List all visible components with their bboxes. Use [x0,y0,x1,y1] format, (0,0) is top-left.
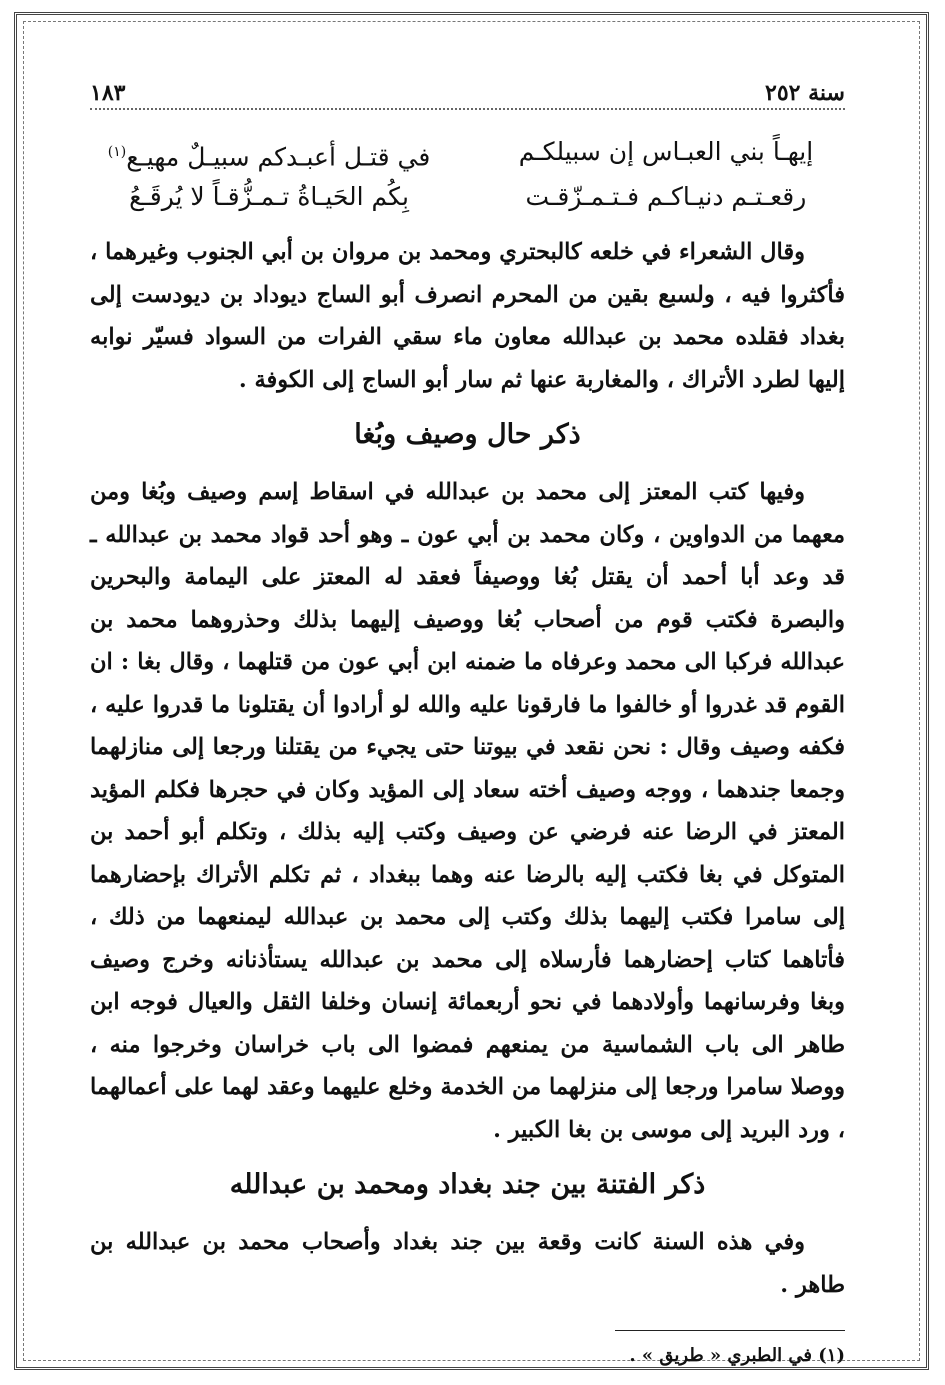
poem-line [100,177,835,217]
hemistich-left: بِكُم الحَيـاةُ تـمـزُّقـاً لا يُرقَـعُ [129,182,409,212]
running-header [90,80,845,110]
footnote-divider [615,1330,845,1331]
paragraph: وقال الشعراء في خلعه كالبحتري ومحمد بن مروان بن أبي الجنوب وغيرهما ، فأكثروا فيه ، ولسبع بقين من المحرم انصرف أبو الساج ديوداد بن ديودست إلى بغداد فقلده محمد بن عبدالله معاون ماء سقي الفرات من السواد فسيّر نوابه إليها لطرد الأتراك ، والمغاربة عنها ثم سار أبو الساج إلى الكوفة . [90,239,845,393]
paragraph: وفيها كتب المعتز إلى محمد بن عبدالله في اسقاط إسم وصيف وبُغا ومن معهما من الدواوين ، وكان محمد بن أبي عون ـ وهو أحد قواد محمد بن عبدالله ـ قد وعد أبا أحمد أن يقتل بُغا ووصيفاً فعقد له المعتز على اليمامة والبحرين والبصرة فكتب قوم من أصحاب بُغا ووصيف إليهما بذلك وحذروهما محمد بن عبدالله فركبا الى محمد وعرفاه ما ضمنه ابن أبي عون من قتلهما ، وقال بغا : ان القوم قد غدروا أو خالفوا ما فارقونا عليه والله لو أرادوا أن يقتلونا ما قدروا عليه ، فكفه وصيف وقال : نحن نقعد في بيوتنا حتى يجيء من يقتلنا ورجعا إلى منازلهما وجمعا جندهما ، ووجه وصيف أخته سعاد إلى المؤيد وكان في حجرها فكلم المؤيد المعتز في الرضا عنه فرضي عن وصيف وكتب إليه بذلك ، وتكلم أبو أحمد بن المتوكل في بغا فكتب إليه بالرضا عنه وهما ببغداد ، ثم تكلم الأتراك بإحضارهما إلى سامرا فكتب إليهما بذلك وكتب إلى محمد بن عبدالله ليمنعهما من ذلك ، فأتاهما كتاب إحضارهما فأرسلاه إلى محمد بن عبدالله يستأذنانه وخرج وصيف وبغا وفرسانهما وأولادهما في نحو أربعمائة إنسان وخلفا الثقل والعيال فوجه ابن طاهر الى باب الشماسية من يمنعهم فمضوا الى باب خراسان وخرجوا منه ، ووصلا سامرا ورجعا إلى منزلهما من الخدمة وخلع عليهما وعقد لهما على أعمالهما ، ورد البريد إلى موسى بن بغا الكبير . [90,479,845,1143]
year-label: سنة ٢٥٢ [765,80,845,106]
section-heading: ذكر الفتنة بين جند بغداد ومحمد بن عبدالله [229,1169,706,1201]
hemistich-right: إيهـاً بني العبـاس إن سبيلكـم [518,137,814,166]
hemistich-right: رقعـتـم دنيـاكـم فـتـمـزّقـت [525,182,807,212]
footnote: (١) في الطبري « طريق » . [629,1345,845,1367]
hemistich-left [100,132,438,177]
poem [100,132,835,217]
page-content [90,80,845,1366]
paragraph: وفي هذه السنة كانت وقعة بين جند بغداد وأصحاب محمد بن عبدالله بن طاهر . [90,1229,845,1298]
footnote-marker: (١) [107,144,127,160]
poem-line [100,132,835,177]
section-heading: ذكر حال وصيف وبُغا [354,419,581,451]
page-number: ١٨٣ [90,80,126,106]
hemistich-text: في قتـل أعبـدكم سبيـلٌ مهيـع [126,142,431,172]
